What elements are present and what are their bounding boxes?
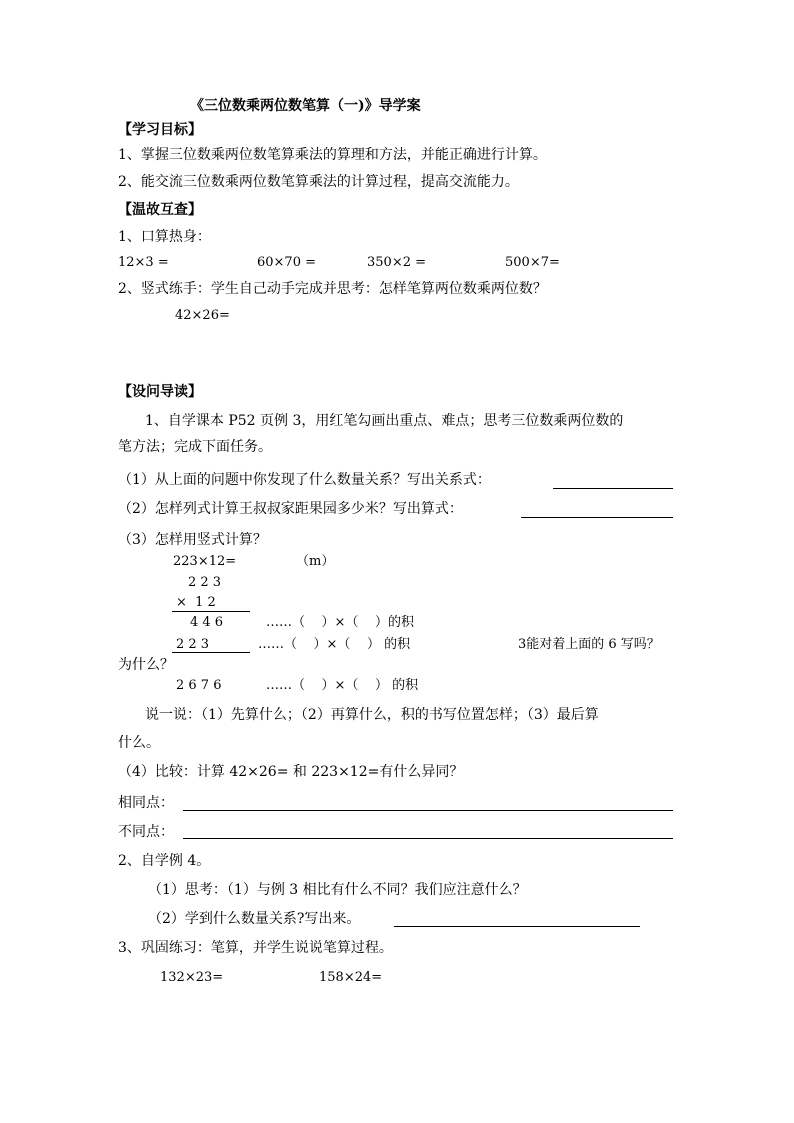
calc-row-multiplier: × 1 2 bbox=[176, 595, 216, 610]
calc-partial-1-note: ……（ ）×（ ）的积 bbox=[266, 615, 414, 630]
question-4: （4）比较：计算 42×26= 和 223×12=有什么异同？ bbox=[118, 764, 464, 780]
calc-partial-1: 4 4 6 bbox=[190, 615, 224, 630]
practice-problem: 132×23= bbox=[160, 970, 224, 985]
goal-item-2: 2、能交流三位数乘两位数笔算乘法的计算过程，提高交流能力。 bbox=[118, 174, 519, 190]
heading-learning-goals: 【学习目标】 bbox=[118, 122, 202, 138]
calc-partial-2: 2 2 3 bbox=[176, 637, 210, 652]
different-points-label: 不同点： bbox=[118, 824, 174, 840]
answer-line-same[interactable] bbox=[183, 810, 673, 811]
goal-item-1: 1、掌握三位数乘两位数笔算乘法的算理和方法，并能正确进行计算。 bbox=[118, 147, 547, 163]
self-study-intro-line-2: 笔方法；完成下面任务。 bbox=[118, 439, 272, 455]
calc-alignment-question: 3能对着上面的 6 写吗？ bbox=[518, 637, 660, 652]
answer-line-q2[interactable] bbox=[521, 517, 673, 518]
page-title: 《三位数乘两位数笔算（一)》导学案 bbox=[190, 98, 421, 114]
calc-expression: 223×12= bbox=[173, 554, 237, 569]
vertical-practice-problem: 42×26= bbox=[175, 308, 230, 323]
self-study-example-4: 2、自学例 4。 bbox=[118, 853, 211, 869]
calc-product: 2 6 7 6 bbox=[176, 678, 222, 693]
calc-row-multiplicand: 2 2 3 bbox=[188, 575, 222, 590]
oral-problem: 350×2 = bbox=[367, 255, 427, 270]
answer-line-different[interactable] bbox=[183, 838, 673, 839]
say-it-line-2: 什么。 bbox=[118, 735, 160, 751]
calc-rule-1 bbox=[172, 611, 250, 612]
example-4-question-2: （2）学到什么数量关系?写出来。 bbox=[148, 911, 361, 927]
say-it-line-1: 说一说：（1）先算什么；（2）再算什么，积的书写位置怎样；（3）最后算 bbox=[145, 707, 599, 723]
oral-warmup-title: 1、口算热身： bbox=[118, 229, 211, 245]
consolidation-practice: 3、巩固练习：笔算，并学生说说笔算过程。 bbox=[118, 940, 393, 956]
calc-rule-2 bbox=[172, 652, 250, 653]
question-3: （3）怎样用竖式计算？ bbox=[118, 532, 267, 548]
oral-problem: 12×3 = bbox=[118, 255, 169, 270]
answer-line-example-4[interactable] bbox=[394, 926, 640, 927]
oral-problem: 60×70 = bbox=[257, 255, 317, 270]
same-points-label: 相同点： bbox=[118, 795, 174, 811]
calc-partial-2-note: ……（ ）×（ ） 的积 bbox=[258, 637, 411, 652]
self-study-intro-line-1: 1、自学课本 P52 页例 3，用红笔勾画出重点、难点；思考三位数乘两位数的 bbox=[145, 413, 624, 429]
oral-problem: 500×7= bbox=[505, 255, 560, 270]
heading-guided-reading: 【设问导读】 bbox=[118, 384, 202, 400]
heading-review: 【温故互查】 bbox=[118, 202, 202, 218]
calc-alignment-question-cont: 为什么？ bbox=[118, 657, 174, 673]
vertical-practice-title: 2、竖式练手：学生自己动手完成并思考：怎样笔算两位数乘两位数？ bbox=[118, 281, 547, 297]
calc-product-note: ……（ ）×（ ） 的积 bbox=[266, 678, 419, 693]
calc-unit: （m） bbox=[296, 554, 335, 569]
question-2: （2）怎样列式计算王叔叔家距果园多少米？写出算式： bbox=[118, 501, 463, 517]
example-4-question-1: （1）思考：（1）与例 3 相比有什么不同？我们应注意什么？ bbox=[148, 882, 527, 898]
answer-line-q1[interactable] bbox=[553, 488, 673, 489]
question-1: （1）从上面的问题中你发现了什么数量关系？写出关系式： bbox=[118, 472, 491, 488]
practice-problem: 158×24= bbox=[319, 970, 383, 985]
